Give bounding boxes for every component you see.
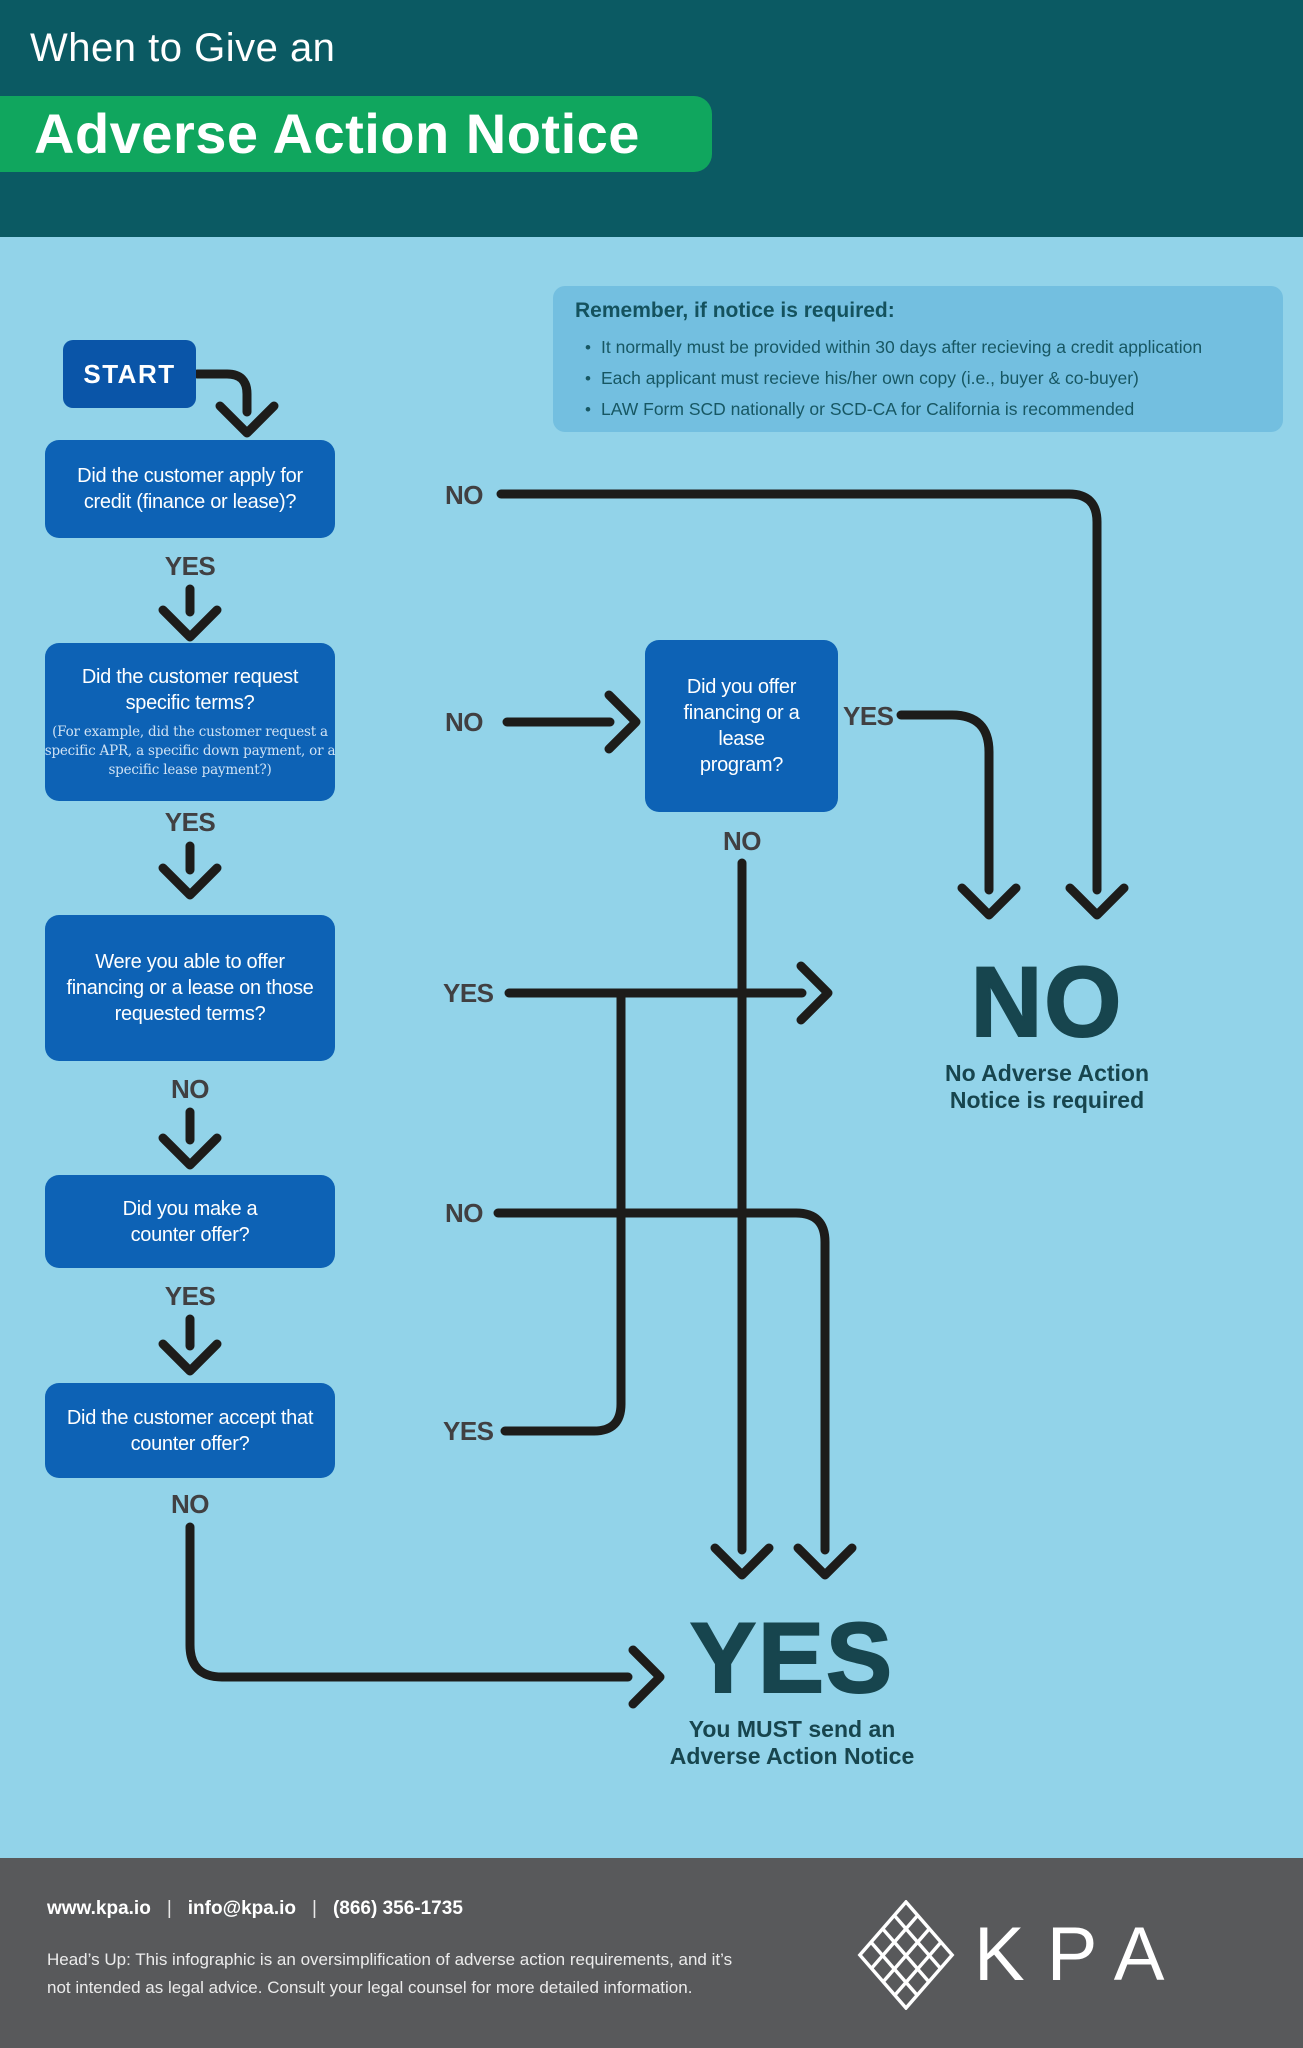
question-text: program?: [699, 754, 784, 776]
question-text: requested terms?: [114, 1003, 266, 1025]
edge-label-q3-yes: YES: [443, 978, 494, 1008]
header-band: [0, 0, 1303, 237]
kpa-logo: [856, 1900, 1186, 2010]
question-note: (For example, did the customer request a specific APR, a specific down payment, or a specific lease payment?): [44, 724, 336, 778]
question-box-offer-financing-program: [645, 640, 838, 812]
reminder-panel: [553, 286, 1283, 432]
outcome-no-word: NO: [970, 946, 1124, 1057]
bullet-icon: •: [585, 338, 591, 357]
arrow-q2-no-to-q6: [507, 695, 636, 749]
question-box-offer-on-requested-terms: [45, 915, 335, 1061]
question-text: Did the customer accept that: [66, 1406, 314, 1429]
email-link[interactable]: info@kpa.io: [187, 1898, 297, 1919]
question-text: counter offer?: [130, 1432, 250, 1455]
edge-label-q3-no: NO: [171, 1074, 209, 1104]
arrow-q1-yes-to-q2: [163, 589, 217, 637]
question-box-apply-for-credit: [45, 440, 335, 538]
question-text: lease: [718, 728, 765, 750]
question-text: financing or a: [683, 702, 800, 724]
question-text: Did the customer apply for: [77, 465, 303, 487]
edge-label-q6-no: NO: [723, 826, 761, 856]
question-box-counter-offer: [45, 1175, 335, 1268]
bullet-icon: •: [585, 369, 591, 388]
arrow-q6-yes-to-outcome-no: [901, 715, 1016, 915]
title-banner: [0, 96, 712, 172]
edge-label-q6-yes: YES: [843, 701, 894, 731]
footer: [0, 1858, 1303, 2048]
question-box-accept-counter-offer: [45, 1383, 335, 1478]
outcome-no-subtext: No Adverse Action Notice is required: [944, 1060, 1150, 1113]
bullet-icon: •: [585, 400, 591, 419]
phone-number: (866) 356-1735: [332, 1898, 463, 1919]
separator: |: [166, 1898, 172, 1919]
arrow-q6-no-to-outcome-yes: [715, 863, 769, 1575]
arrow-q5-no-to-outcome-yes: [190, 1527, 660, 1704]
arrow-q3-yes-to-outcome-no: [509, 966, 828, 1020]
reminder-bullet-text: It normally must be provided within 30 days after recieving a credit application: [601, 337, 1203, 357]
disclaimer-text: Head’s Up: This infographic is an oversimplification of adverse action requirements, and it’s not intended as legal advice. Consult your legal counsel for more detailed information.: [47, 1950, 733, 1997]
reminder-bullet-1: [575, 332, 1261, 363]
reminder-title: Remember, if notice is required:: [575, 299, 895, 322]
outcome-must-send-notice: [652, 1602, 932, 1770]
edge-label-q1-no: NO: [445, 480, 483, 510]
outcome-yes-word: YES: [689, 1602, 895, 1713]
page-title: Adverse Action Notice: [34, 102, 640, 165]
kpa-logo-text: KPA: [974, 1912, 1187, 1997]
reminder-bullet-text: Each applicant must recieve his/her own copy (i.e., buyer & co-buyer): [601, 368, 1139, 388]
edge-label-q1-yes: YES: [164, 551, 216, 581]
question-text: credit (finance or lease)?: [83, 491, 297, 513]
question-text: Were you able to offer: [95, 951, 285, 973]
start-node: [63, 340, 196, 408]
question-text: Did you offer: [686, 676, 797, 698]
website-link[interactable]: www.kpa.io: [47, 1898, 151, 1919]
reminder-bullet-2: [575, 363, 1261, 394]
arrow-q3-no-to-q4: [163, 1112, 217, 1165]
start-label: START: [83, 358, 176, 389]
edge-label-q5-no: NO: [171, 1489, 209, 1519]
arrow-start-to-q1: [197, 374, 274, 433]
question-text: counter offer?: [130, 1223, 250, 1246]
separator: |: [312, 1898, 317, 1919]
question-text: financing or a lease on those: [66, 977, 314, 999]
edge-label-q4-no: NO: [445, 1198, 483, 1228]
question-text: Did the customer request: [81, 666, 299, 688]
arrow-q2-yes-to-q3: [163, 846, 217, 895]
contact-line: [47, 1898, 463, 1920]
reminder-bullet-text: LAW Form SCD nationally or SCD-CA for California is recommended: [601, 399, 1135, 419]
reminder-bullet-3: [575, 394, 1261, 425]
outcome-yes-subtext: You MUST send an Adverse Action Notice: [669, 1716, 915, 1769]
question-text: specific terms?: [125, 692, 255, 714]
arrow-q4-no-to-outcome-yes: [498, 1213, 852, 1575]
edge-label-q4-yes: YES: [164, 1281, 216, 1311]
header-pretitle: When to Give an: [30, 26, 336, 70]
question-box-request-specific-terms: [45, 643, 335, 801]
kpa-diamond-icon: [856, 1900, 956, 2010]
arrow-q5-yes-merge: [505, 996, 621, 1431]
edge-label-q2-yes: YES: [164, 807, 216, 837]
edge-label-q2-no: NO: [445, 707, 483, 737]
edge-label-q5-yes: YES: [443, 1416, 494, 1446]
question-text: Did you make a: [122, 1197, 258, 1220]
arrow-q4-yes-to-q5: [163, 1319, 217, 1371]
outcome-no-notice: [907, 946, 1187, 1114]
